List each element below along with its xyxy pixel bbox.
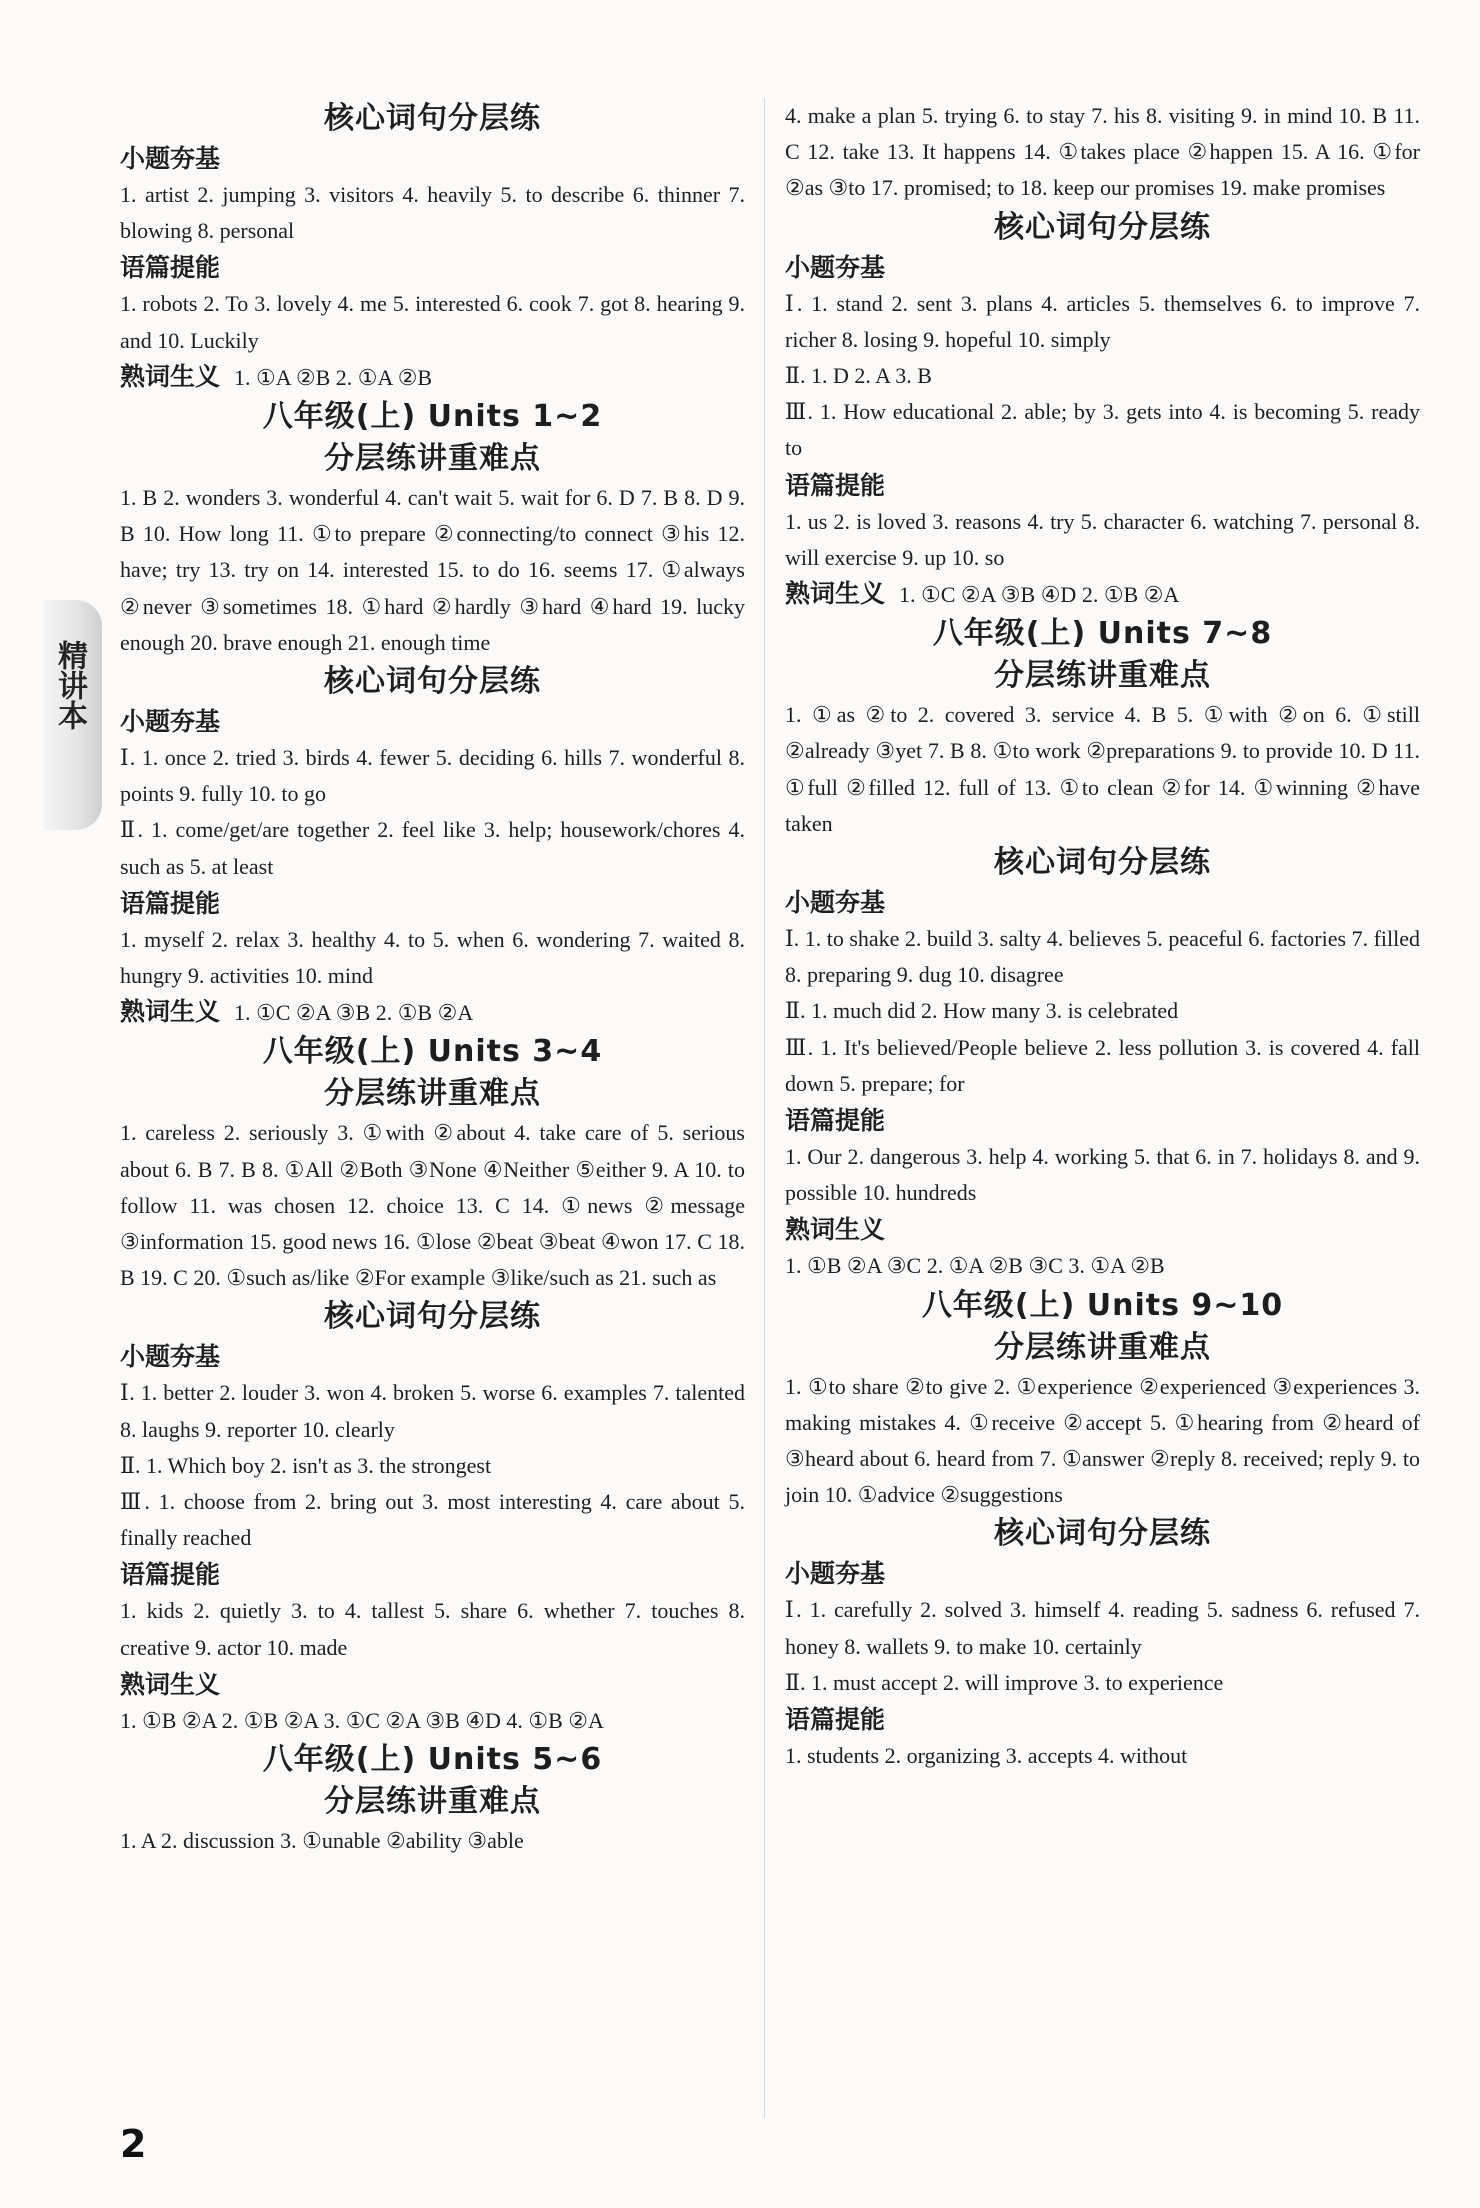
page-number: 2 — [120, 2122, 147, 2166]
answer-paragraph: 1. robots 2. To 3. lovely 4. me 5. interested 6. cook 7. got 8. hearing 9. and 10. Luckily — [120, 291, 745, 353]
answer-paragraph: 1. kids 2. quietly 3. to 4. tallest 5. share 6. whether 7. touches 8. creative 9. actor 10. made — [120, 1598, 745, 1660]
answer-paragraph: 1. students 2. organizing 3. accepts 4. without — [785, 1743, 1188, 1769]
section-title: 八年级(上) Units 9~10 — [921, 1287, 1284, 1323]
subsection-label: 小题夯基 — [120, 144, 221, 173]
answer-paragraph: 1. Our 2. dangerous 3. help 4. working 5. that 6. in 7. holidays 8. and 9. possible 10. hundreds — [785, 1144, 1420, 1206]
left-column — [120, 98, 745, 1859]
answer-text: 1. ①C ②A ③B 2. ①B ②A — [234, 1000, 474, 1026]
answer-paragraph: 1. careless 2. seriously 3. ①with ②about 4. take care of 5. serious about 6. B 7. B 8. ①All ②Both ③None ④Neither ⑤either 9. A 10. to follow 11. was chosen 12. choice 13. C 14. ①news ②message ③information 15. good news 16. ①lose ②beat ③beat ④won 17. C 18. B 19. C 20. ①such as/like ②For example ③like/such as 21. such as — [120, 1120, 745, 1291]
answer-line-with-label — [120, 994, 745, 1031]
section-title: 分层练讲重难点 — [324, 441, 541, 477]
answer-paragraph: Ⅱ. 1. Which boy 2. isn't as 3. the strongest — [120, 1452, 492, 1478]
answer-line-with-label — [785, 576, 1420, 613]
answer-text: 1. ①A ②B 2. ①A ②B — [234, 364, 433, 390]
answer-line-with-label — [120, 359, 745, 396]
subsection-label: 小题夯基 — [120, 1342, 221, 1372]
section-label: 熟词生义 — [120, 361, 221, 391]
answer-paragraph: 1. ①B ②A ③C 2. ①A ②B ③C 3. ①A ②B — [785, 1253, 1165, 1279]
subsection-label: 小题夯基 — [120, 707, 221, 737]
section-title: 核心词句分层练 — [324, 664, 541, 700]
answer-paragraph: 1. A 2. discussion 3. ①unable ②ability ③able — [120, 1828, 524, 1854]
answer-paragraph: 1. myself 2. relax 3. healthy 4. to 5. when 6. wondering 7. waited 8. hungry 9. activities 10. mind — [120, 926, 745, 989]
subsection-label: 熟词生义 — [120, 1669, 221, 1699]
answer-paragraph: 1. B 2. wonders 3. wonderful 4. can't wait 5. wait for 6. D 7. B 8. D 9. B 10. How long 11. ①to prepare ②connecting/to connect ③his 12. have; try 13. try on 14. interested 15. to do 16. seems 17. ①always ②never ③sometimes 18. ①hard ②hardly ③hard ④hard 19. lucky enough 20. brave enough 21. enough time — [120, 485, 745, 655]
subsection-label: 语篇提能 — [120, 888, 221, 918]
answer-paragraph: Ⅰ. 1. stand 2. sent 3. plans 4. articles 5. themselves 6. to improve 7. richer 8. losing 9. hopeful 10. simply — [785, 290, 1420, 352]
subsection-label: 小题夯基 — [785, 1559, 886, 1589]
subsection-label: 语篇提能 — [120, 1560, 221, 1590]
subsection-label: 语篇提能 — [120, 253, 221, 283]
answer-paragraph: 1. artist 2. jumping 3. visitors 4. heavily 5. to describe 6. thinner 7. blowing 8. personal — [120, 182, 745, 244]
section-title: 八年级(上) Units 1~2 — [262, 399, 603, 435]
section-title: 核心词句分层练 — [994, 1516, 1211, 1552]
answer-paragraph: Ⅱ. 1. come/get/are together 2. feel like 3. help; housework/chores 4. such as 5. at least — [120, 817, 745, 879]
subsection-label: 熟词生义 — [785, 1215, 886, 1245]
section-title: 八年级(上) Units 3~4 — [262, 1034, 603, 1070]
subsection-label: 语篇提能 — [785, 1106, 886, 1136]
answer-paragraph: Ⅱ. 1. much did 2. How many 3. is celebrated — [785, 998, 1179, 1024]
subsection-label: 语篇提能 — [785, 470, 886, 500]
answer-paragraph: 4. make a plan 5. trying 6. to stay 7. his 8. visiting 9. in mind 10. B 11. C 12. take 13. It happens 14. ①takes place ②happen 15. A 16. ①for ②as ③to 17. promised; to 18. keep our promises 19. make promises — [785, 103, 1420, 201]
subsection-label: 小题夯基 — [785, 252, 886, 282]
section-title: 分层练讲重难点 — [324, 1076, 541, 1112]
answer-paragraph: Ⅰ. 1. once 2. tried 3. birds 4. fewer 5. deciding 6. hills 7. wonderful 8. points 9. fully 10. to go — [120, 745, 745, 807]
subsection-label: 语篇提能 — [785, 1705, 886, 1735]
answer-paragraph: Ⅰ. 1. better 2. louder 3. won 4. broken 5. worse 6. examples 7. talented 8. laughs 9. reporter 10. clearly — [120, 1380, 745, 1442]
section-title: 八年级(上) Units 7~8 — [932, 616, 1273, 652]
section-title: 分层练讲重难点 — [994, 1329, 1211, 1365]
section-title: 核心词句分层练 — [994, 209, 1211, 245]
section-title: 核心词句分层练 — [324, 101, 541, 136]
sidebar-tab — [44, 600, 102, 830]
answer-paragraph: Ⅰ. 1. carefully 2. solved 3. himself 4. reading 5. sadness 6. refused 7. honey 8. wallets 9. to make 10. certainly — [785, 1597, 1420, 1659]
section-title: 核心词句分层练 — [324, 1299, 541, 1335]
answer-paragraph: Ⅰ. 1. to shake 2. build 3. salty 4. believes 5. peaceful 6. factories 7. filled 8. preparing 9. dug 10. disagree — [785, 926, 1420, 988]
section-label: 熟词生义 — [120, 997, 221, 1027]
answer-paragraph: 1. ①to share ②to give 2. ①experience ②experienced ③experiences 3. making mistakes 4. ①receive ②accept 5. ①hearing from ②heard of ③heard about 6. heard from 7. ①answer ②reply 8. received; reply 9. to join 10. ①advice ②suggestions — [785, 1373, 1420, 1508]
section-title: 八年级(上) Units 5~6 — [262, 1742, 603, 1778]
answer-paragraph: Ⅱ. 1. D 2. A 3. B — [785, 363, 932, 389]
column-divider — [764, 98, 765, 2118]
section-title: 核心词句分层练 — [994, 845, 1211, 881]
answer-paragraph: 1. us 2. is loved 3. reasons 4. try 5. character 6. watching 7. personal 8. will exercise 9. up 10. so — [785, 508, 1420, 570]
answer-paragraph: Ⅲ. 1. It's believed/People believe 2. less pollution 3. is covered 4. fall down 5. prepare; for — [785, 1034, 1420, 1096]
section-label: 熟词生义 — [785, 579, 886, 609]
section-title: 分层练讲重难点 — [324, 1784, 541, 1820]
answer-paragraph: 1. ①B ②A 2. ①B ②A 3. ①C ②A ③B ④D 4. ①B ②A — [120, 1707, 604, 1733]
answer-paragraph: Ⅱ. 1. must accept 2. will improve 3. to experience — [785, 1669, 1224, 1695]
sidebar-label: 精讲本 — [52, 640, 87, 730]
subsection-label: 小题夯基 — [785, 888, 886, 918]
answer-paragraph: 1. ①as ②to 2. covered 3. service 4. B 5. ①with ②on 6. ①still ②already ③yet 7. B 8. ①to work ②preparations 9. to provide 10. D 11. ①full ②filled 12. full of 13. ①to clean ②for 14. ①winning ②have taken — [785, 702, 1420, 836]
answer-paragraph: Ⅲ. 1. choose from 2. bring out 3. most interesting 4. care about 5. finally reached — [120, 1489, 745, 1551]
right-column — [785, 98, 1420, 1774]
section-title: 分层练讲重难点 — [994, 658, 1211, 694]
answer-paragraph: Ⅲ. 1. How educational 2. able; by 3. gets into 4. is becoming 5. ready to — [785, 399, 1420, 461]
answer-text: 1. ①C ②A ③B ④D 2. ①B ②A — [899, 582, 1180, 608]
